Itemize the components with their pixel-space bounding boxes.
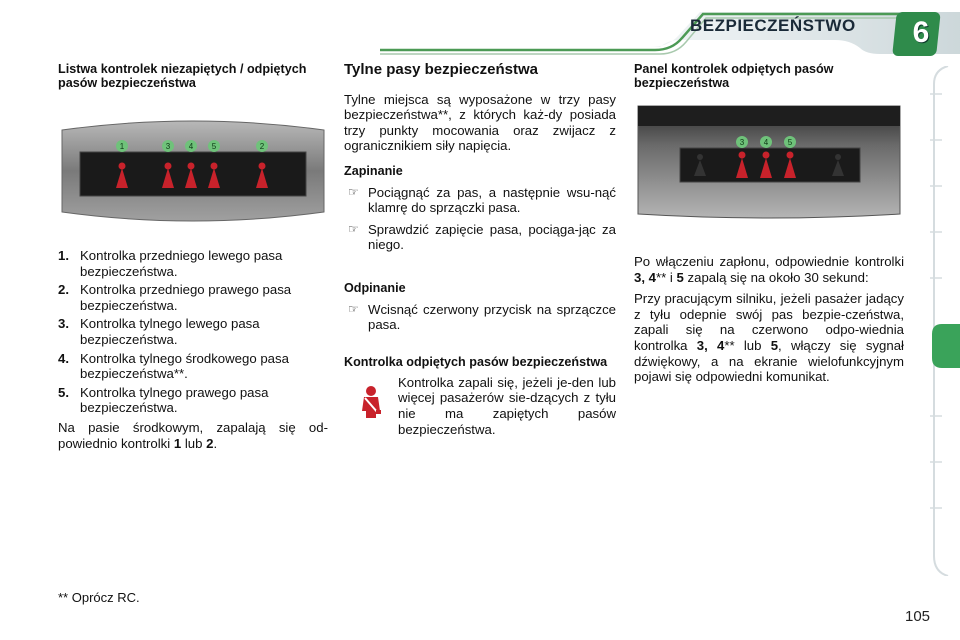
fasten-heading: Zapinanie <box>344 163 403 178</box>
rear-seatbelt-panel <box>634 102 904 222</box>
section-title: BEZPIECZEŃSTWO <box>690 16 856 35</box>
list-item: 4. Kontrolka tylnego środkowego pasa bezpieczeństwa**. <box>58 350 289 382</box>
engine-running-paragraph: Przy pracującym silniku, jeżeli pasażer jadący z tyłu odepnie swój pas bezpie-czeństwa, zapali się na czerwono odpo-wiednia kontrolka 3, 4** lub 5, włączy się sygnał dźwiękowy, a na ekranie wielofunkcyjnym pojawi się odpowiedni komunikat. <box>634 291 904 385</box>
footnote: ** Oprócz RC. <box>58 590 140 605</box>
pointer-icon: ☞ <box>348 184 359 199</box>
list-item: 3. Kontrolka tylnego lewego pasa bezpieczeństwa. <box>58 316 260 347</box>
svg-text:1: 1 <box>119 142 125 151</box>
rear-belts-intro: Tylne miejsca są wyposażone w trzy pasy bezpieczeństwa**, z których każ-dy posiada trzy punkty mocowania oraz zwijacz z ogranicznikiem siły napięcia. <box>344 91 616 154</box>
unfasten-heading: Odpinanie <box>344 280 406 295</box>
warning-lamp-heading: Kontrolka odpiętych pasów bezpieczeństwa <box>344 354 608 369</box>
seatbelt-warning-strip <box>58 112 328 230</box>
list-item: 1. Kontrolka przedniego lewego pasa bezpieczeństwa. <box>58 248 283 279</box>
warning-lamp-block <box>344 375 616 437</box>
list-item: 2. Kontrolka przedniego prawego pasa bezpieczeństwa. <box>58 282 292 313</box>
indicator-list <box>58 248 328 416</box>
page-number: 105 <box>905 608 931 625</box>
seatbelt-warning-icon <box>356 385 386 419</box>
column-2 <box>344 62 616 443</box>
svg-text:4: 4 <box>188 142 194 151</box>
column-1 <box>58 62 328 457</box>
svg-text:5: 5 <box>787 138 793 147</box>
column-3 <box>634 62 904 391</box>
svg-text:3: 3 <box>165 142 171 151</box>
svg-text:5: 5 <box>211 142 217 151</box>
pointer-icon: ☞ <box>348 301 359 316</box>
list-item: 5. Kontrolka tylnego prawego pasa bezpieczeństwa. <box>58 384 269 416</box>
pointer-icon: ☞ <box>348 221 359 236</box>
unfasten-step: ☞ Wcisnąć czerwony przycisk na sprzączce pasa. <box>348 301 616 333</box>
chapter-number: 6 <box>912 16 930 49</box>
warning-lamp-text: Kontrolka zapali się, jeżeli je-den lub więcej pasażerów sie-dzących z tyłu nie ma zapiętych pasów bezpieczeństwa. <box>398 374 616 437</box>
fasten-step: ☞ Pociągnąć za pas, a następnie wsu-nąć klamrę do sprzączki pasa. <box>348 184 616 216</box>
col1-heading: Listwa kontrolek niezapiętych / odpiętych pasów bezpieczeństwa <box>58 62 307 90</box>
svg-text:4: 4 <box>763 138 769 147</box>
svg-text:2: 2 <box>259 142 265 151</box>
svg-text:3: 3 <box>739 138 745 147</box>
active-chapter-tab <box>932 324 960 368</box>
chapter-tabs <box>928 66 960 576</box>
col3-heading: Panel kontrolek odpiętych pasów bezpieczeństwa <box>634 62 834 90</box>
middle-belt-note: Na pasie środkowym, zapalają się od-powiednio kontrolki 1 lub 2. <box>58 419 328 451</box>
fasten-step: ☞ Sprawdzić zapięcie pasa, pociąga-jąc za niego. <box>348 221 616 253</box>
rear-belts-heading: Tylne pasy bezpieczeństwa <box>344 61 538 78</box>
ignition-paragraph: Po włączeniu zapłonu, odpowiednie kontrolki 3, 4** i 5 zapalą się na około 30 sekund: <box>634 254 904 285</box>
